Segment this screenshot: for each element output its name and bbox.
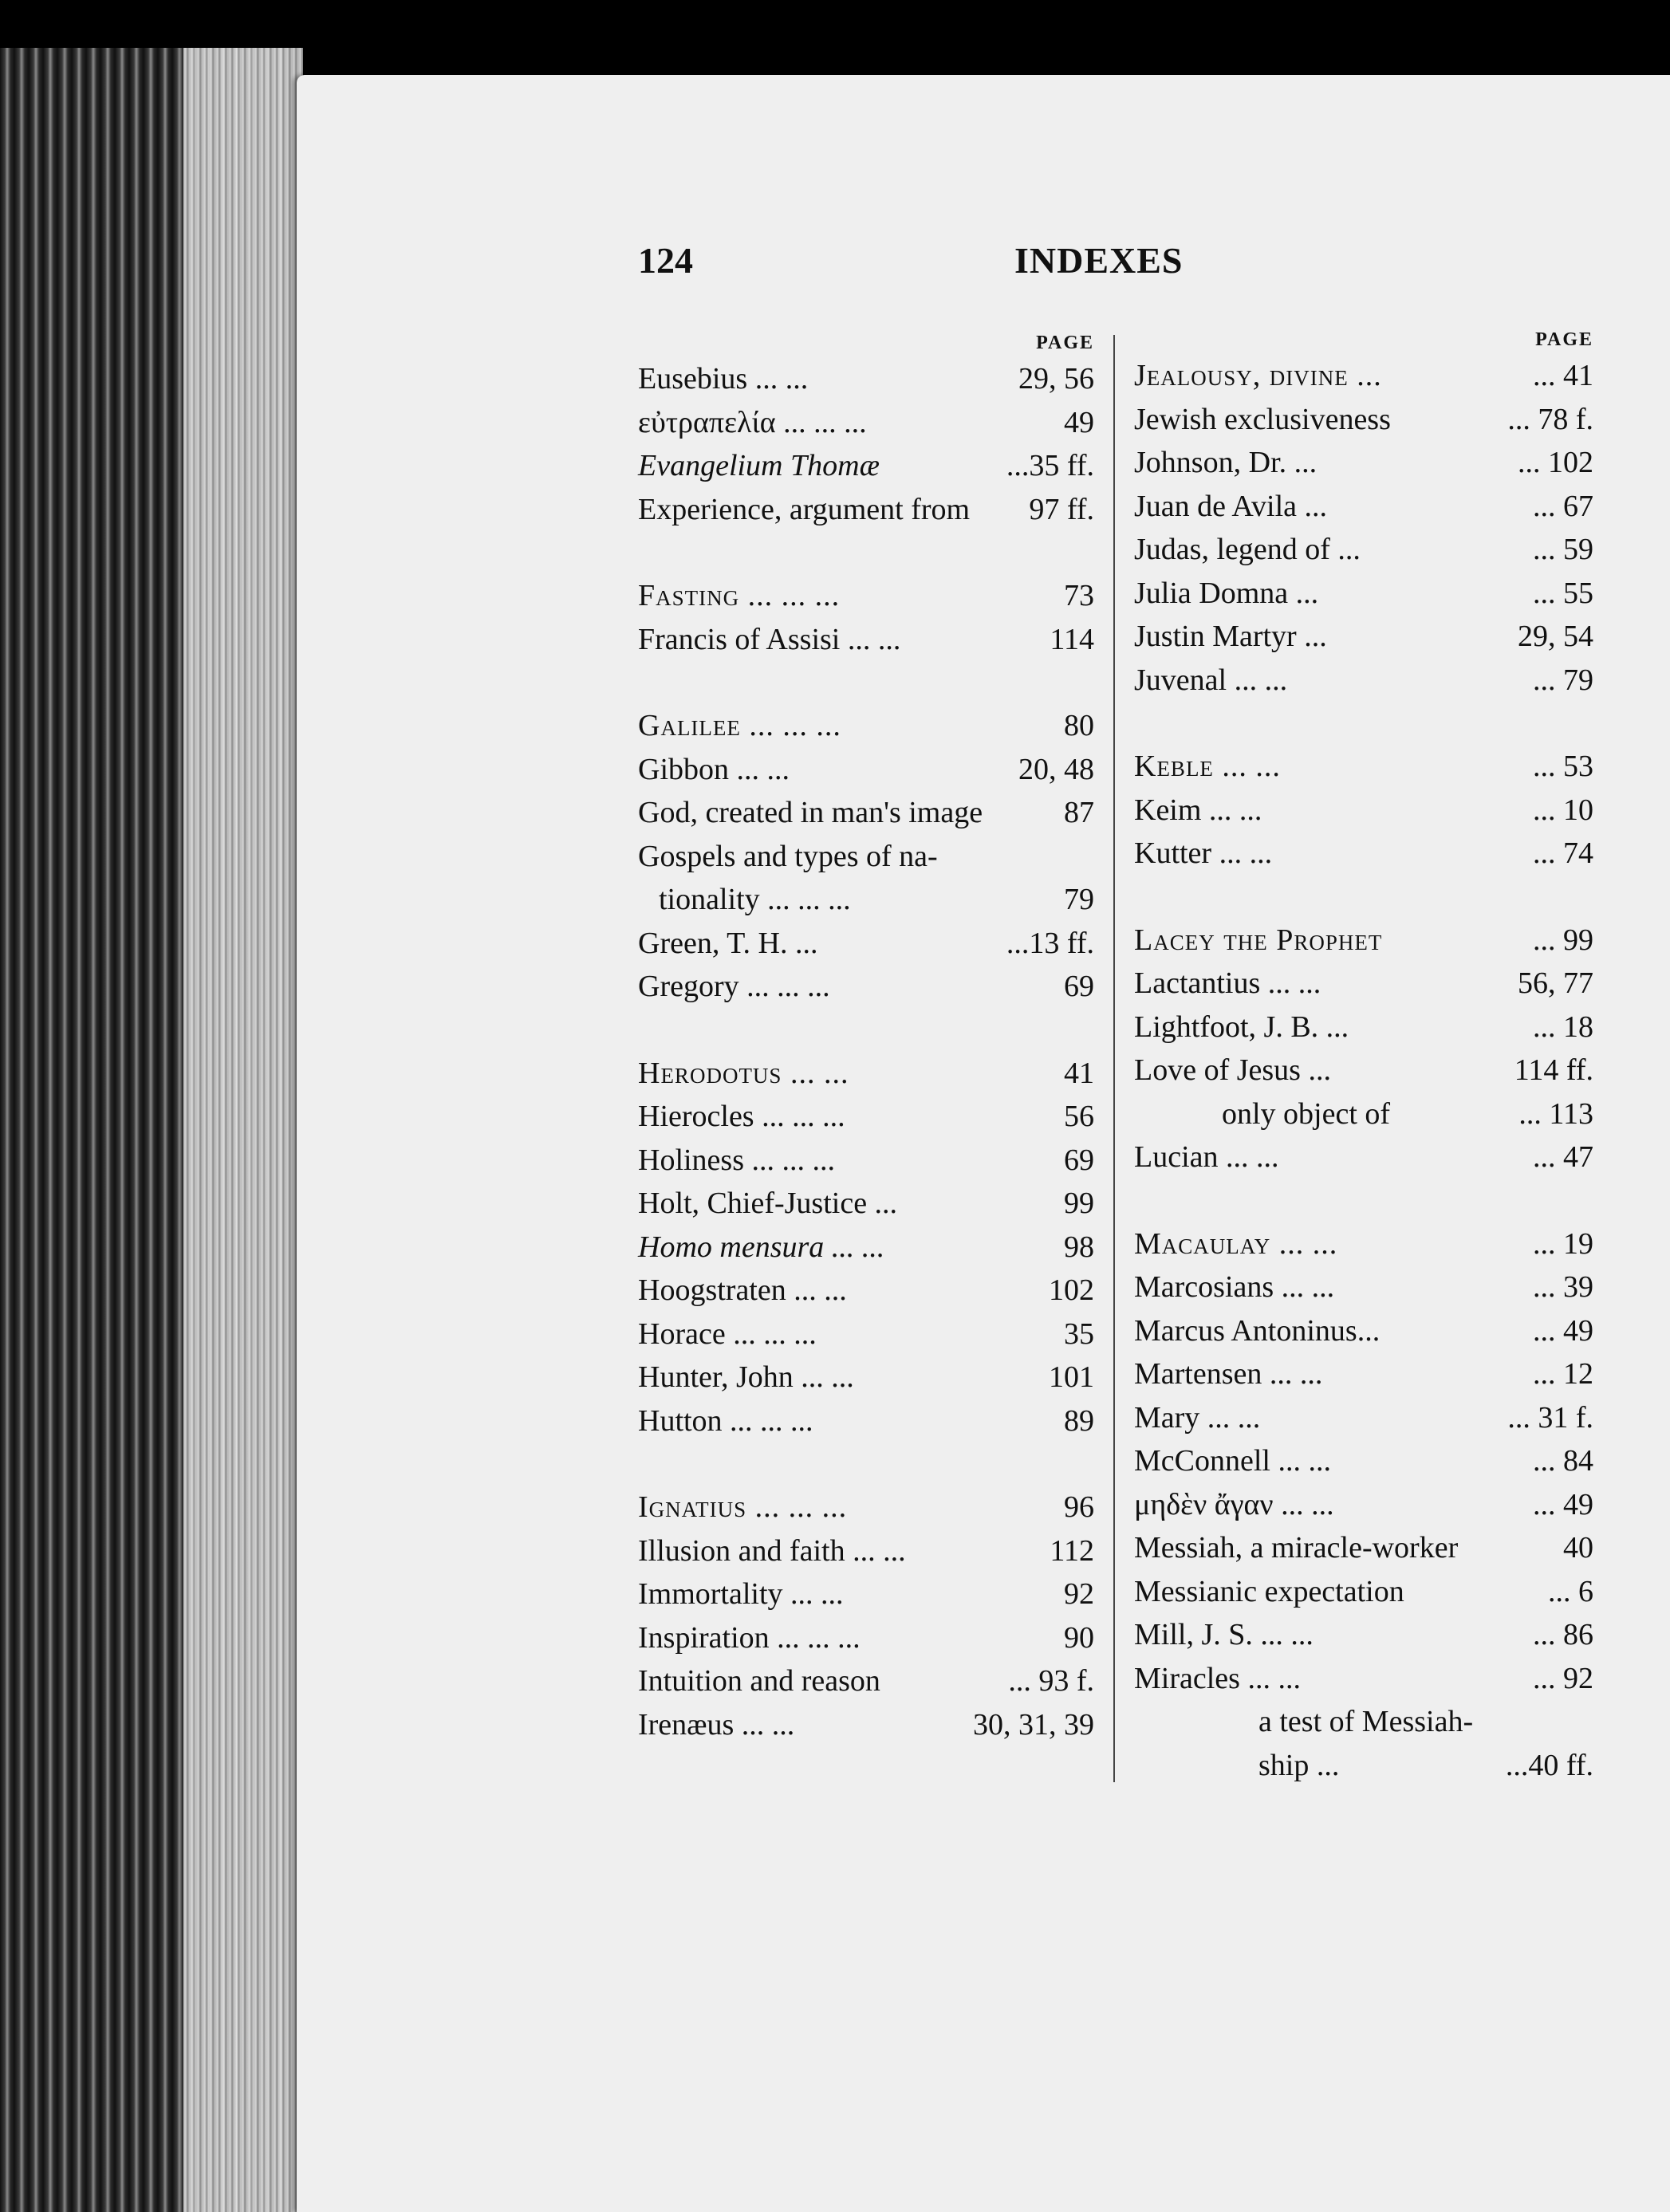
index-term: Messiah, a miracle-worker: [1134, 1531, 1459, 1565]
index-entry: [1134, 1700, 1593, 1744]
index-term: Keble ... ...: [1134, 750, 1281, 783]
index-entry: [638, 1399, 1094, 1443]
index-entry: [638, 1095, 1094, 1139]
index-entry: [1134, 398, 1593, 442]
section-gap: [1134, 702, 1593, 745]
index-entry: [638, 1616, 1094, 1660]
index-entry: [1134, 789, 1593, 832]
index-term: Ignatius ... ... ...: [638, 1490, 848, 1524]
index-term: Messianic expectation: [1134, 1574, 1404, 1608]
index-entry: [1134, 1136, 1593, 1179]
index-term: μηδὲν ἄγαν ... ...: [1134, 1487, 1334, 1521]
index-entry: [638, 704, 1094, 748]
page-column-label: PAGE: [1036, 333, 1094, 353]
index-term: Immortality ... ...: [638, 1577, 844, 1611]
index-entry: [1134, 485, 1593, 529]
index-term: a test of Messiah-: [1258, 1705, 1474, 1738]
section-gap: [1134, 876, 1593, 919]
index-page-ref: ... 49: [1533, 1487, 1593, 1521]
index-entry: [1134, 1396, 1593, 1440]
index-entry: [638, 1269, 1094, 1313]
index-entry: [638, 878, 1094, 922]
index-entry: [638, 1139, 1094, 1183]
index-entry: [638, 1226, 1094, 1269]
index-term: Love of Jesus ...: [1134, 1053, 1331, 1087]
index-page-ref: 69: [1064, 1143, 1094, 1177]
page-number: 124: [638, 240, 693, 281]
index-entry: [638, 835, 1094, 879]
index-term: Evangelium Thomæ: [638, 449, 880, 482]
index-term: Juan de Avila ...: [1134, 489, 1328, 523]
index-entry: [1134, 832, 1593, 876]
index-entry: [638, 922, 1094, 966]
index-page-ref: 56, 77: [1518, 966, 1593, 1000]
index-entry: [638, 1572, 1094, 1616]
index-page-ref: ... 19: [1533, 1226, 1593, 1261]
index-term: Lucian ... ...: [1134, 1140, 1279, 1174]
index-entry: [1134, 1483, 1593, 1527]
index-entry: [1134, 1309, 1593, 1353]
index-term: Lactantius ... ...: [1134, 966, 1321, 1000]
index-page-ref: 30, 31, 39: [973, 1707, 1094, 1742]
index-term: Kutter ... ...: [1134, 836, 1273, 870]
index-term: Judas, legend of ...: [1134, 533, 1361, 566]
index-page-ref: 29, 54: [1518, 620, 1593, 653]
index-page-ref: ... 99: [1533, 923, 1593, 957]
section-gap: [638, 1443, 1094, 1486]
index-entry: [638, 618, 1094, 662]
index-term: tionality ... ... ...: [659, 883, 851, 916]
index-term: ship ...: [1258, 1748, 1340, 1782]
index-page-ref: 90: [1064, 1620, 1094, 1655]
index-entry: [1134, 1744, 1593, 1788]
index-page-ref: 79: [1064, 883, 1094, 916]
index-term: Gospels and types of na-: [638, 839, 938, 873]
index-page-ref: ... 67: [1533, 489, 1593, 523]
index-entry: [1134, 1570, 1593, 1614]
index-term: Johnson, Dr. ...: [1134, 446, 1317, 479]
index-page-ref: 69: [1064, 970, 1094, 1003]
index-page-ref: 101: [1049, 1360, 1094, 1394]
index-term: Julia Domna ...: [1134, 576, 1319, 610]
index-term: Horace ... ... ...: [638, 1317, 817, 1351]
index-entry: [638, 1703, 1094, 1747]
index-entry: [638, 1486, 1094, 1529]
page-edges: [183, 48, 303, 2212]
index-page-ref: 112: [1050, 1533, 1094, 1568]
index-entry: [638, 574, 1094, 618]
index-term: Jealousy, divine ...: [1134, 359, 1382, 392]
index-term: Fasting ... ... ...: [638, 579, 841, 612]
index-term: Gregory ... ... ...: [638, 970, 830, 1003]
index-page-ref: ... 49: [1533, 1313, 1593, 1348]
index-term: Eusebius ... ...: [638, 362, 809, 396]
section-gap: [638, 1009, 1094, 1052]
index-page-ref: 89: [1064, 1403, 1094, 1438]
index-page-ref: 96: [1064, 1490, 1094, 1524]
index-entry: [638, 1052, 1094, 1096]
index-entry: [1134, 572, 1593, 616]
index-term: Experience, argument from: [638, 492, 971, 526]
index-page-ref: ... 84: [1533, 1444, 1593, 1478]
index-page-ref: ... 18: [1533, 1010, 1593, 1044]
index-term: Juvenal ... ...: [1134, 663, 1288, 697]
index-page-ref: 73: [1064, 579, 1094, 612]
index-column-right: [1134, 325, 1593, 1787]
index-term: Keim ... ...: [1134, 793, 1262, 827]
index-term: only object of: [1222, 1096, 1391, 1131]
index-term: Holt, Chief-Justice ...: [638, 1187, 898, 1220]
index-term: Macaulay ... ...: [1134, 1226, 1338, 1261]
index-entry: [638, 1313, 1094, 1356]
index-page-ref: ... 79: [1533, 663, 1593, 697]
index-term: God, created in man's image: [638, 796, 983, 829]
index-entry: [1134, 1613, 1593, 1657]
index-term: Gibbon ... ...: [638, 752, 790, 786]
index-entry: [1134, 919, 1593, 962]
index-column-left: [638, 329, 1094, 1746]
index-term: Illusion and faith ... ...: [638, 1533, 906, 1568]
index-page-ref: ... 31 f.: [1507, 1400, 1593, 1435]
index-page-ref: ...35 ff.: [1006, 449, 1094, 482]
index-page-ref: ... 78 f.: [1507, 402, 1593, 436]
index-page-ref: 20, 48: [1018, 752, 1094, 786]
index-entry: [1134, 1439, 1593, 1483]
index-page-ref: ... 41: [1533, 359, 1593, 392]
index-page-ref: ... 59: [1533, 533, 1593, 566]
index-entry: [638, 444, 1094, 488]
index-entry: [1134, 615, 1593, 659]
index-page-ref: 35: [1064, 1317, 1094, 1351]
index-entry: [638, 1529, 1094, 1573]
index-term: Marcus Antoninus...: [1134, 1313, 1381, 1348]
index-page-ref: ... 113: [1518, 1096, 1593, 1131]
index-page-ref: 92: [1064, 1577, 1094, 1611]
index-term: Miracles ... ...: [1134, 1661, 1301, 1695]
index-page-ref: ...40 ff.: [1505, 1748, 1593, 1782]
column-divider: [1113, 335, 1115, 1782]
index-term: Hunter, John ... ...: [638, 1360, 854, 1394]
index-term: Lightfoot, J. B. ...: [1134, 1010, 1349, 1044]
index-entry: [1134, 1526, 1593, 1570]
running-title: INDEXES: [1014, 240, 1184, 281]
index-term: Jewish exclusiveness: [1134, 402, 1391, 436]
index-page-ref: ... 93 f.: [1008, 1664, 1094, 1698]
index-page-ref: 114: [1050, 622, 1094, 656]
index-page-ref: 98: [1064, 1230, 1094, 1264]
index-page-ref: 87: [1064, 796, 1094, 829]
index-term: Irenæus ... ...: [638, 1707, 795, 1742]
index-term: Herodotus ... ...: [638, 1056, 849, 1090]
index-entry: [1134, 745, 1593, 789]
index-term: Lacey the Prophet: [1134, 923, 1383, 957]
index-page-ref: 99: [1064, 1187, 1094, 1220]
index-page-ref: ... 53: [1533, 750, 1593, 783]
index-entry: [638, 401, 1094, 445]
index-term: εὐτραπελία ... ... ...: [638, 405, 867, 439]
index-entry: [1134, 1222, 1593, 1266]
index-page-ref: 114 ff.: [1514, 1053, 1593, 1087]
index-entry: [638, 357, 1094, 401]
index-term: Inspiration ... ... ...: [638, 1620, 861, 1655]
index-page-ref: ... 55: [1533, 576, 1593, 610]
index-page-ref: ... 92: [1533, 1661, 1593, 1695]
index-page-ref: 56: [1064, 1100, 1094, 1133]
index-page-ref: ... 10: [1533, 793, 1593, 827]
index-term: Francis of Assisi ... ...: [638, 622, 901, 656]
index-entry: [638, 965, 1094, 1009]
index-page-ref: 29, 56: [1018, 362, 1094, 396]
section-gap: [638, 531, 1094, 574]
index-page-ref: 97 ff.: [1029, 492, 1094, 526]
index-entry: [1134, 1352, 1593, 1396]
index-term: Mill, J. S. ... ...: [1134, 1618, 1314, 1651]
index-page-ref: ... 102: [1518, 446, 1593, 479]
index-entry: [638, 748, 1094, 792]
index-entry: [1134, 1049, 1593, 1092]
index-page-ref: 102: [1049, 1273, 1094, 1307]
index-page-ref: ... 47: [1533, 1140, 1593, 1174]
section-gap: [1134, 1179, 1593, 1222]
index-term: Hierocles ... ... ...: [638, 1100, 845, 1133]
index-entry: [1134, 1092, 1593, 1136]
page-column-label: PAGE: [1535, 329, 1593, 350]
index-page-ref: 49: [1064, 405, 1094, 439]
index-term: Hoogstraten ... ...: [638, 1273, 847, 1307]
section-gap: [638, 661, 1094, 704]
page-header: [638, 239, 1212, 287]
index-term: Intuition and reason: [638, 1664, 880, 1698]
index-page-ref: ...13 ff.: [1006, 926, 1094, 960]
index-term: Justin Martyr ...: [1134, 620, 1327, 653]
index-entry: [1134, 962, 1593, 1006]
index-term: Homo mensura ... ...: [638, 1230, 885, 1264]
index-page-ref: ... 39: [1533, 1270, 1593, 1304]
index-entry: [1134, 528, 1593, 572]
index-entry: [1134, 1265, 1593, 1309]
index-entry: [638, 488, 1094, 532]
index-entry: [1134, 659, 1593, 703]
index-term: Marcosians ... ...: [1134, 1270, 1335, 1304]
index-entry: [1134, 441, 1593, 485]
index-page-ref: ... 12: [1533, 1357, 1593, 1391]
index-page-ref: ... 86: [1533, 1618, 1593, 1651]
index-page-ref: ... 6: [1548, 1574, 1593, 1608]
index-entry: [638, 1356, 1094, 1399]
index-page-ref: 80: [1064, 709, 1094, 742]
index-term: Green, T. H. ...: [638, 926, 818, 960]
index-entry: [638, 1659, 1094, 1703]
index-page-ref: 40: [1563, 1531, 1593, 1565]
index-term: McConnell ... ...: [1134, 1444, 1331, 1478]
index-entry: [1134, 1657, 1593, 1701]
index-term: Hutton ... ... ...: [638, 1403, 813, 1438]
index-term: Martensen ... ...: [1134, 1357, 1323, 1391]
index-page-ref: ... 74: [1533, 836, 1593, 870]
index-page-ref: 41: [1064, 1056, 1094, 1090]
index-term: Mary ... ...: [1134, 1400, 1261, 1435]
index-term: Holiness ... ... ...: [638, 1143, 835, 1177]
index-entry: [638, 791, 1094, 835]
index-entry: [1134, 354, 1593, 398]
index-entry: [1134, 1006, 1593, 1049]
index-entry: [638, 1182, 1094, 1226]
index-term: Galilee ... ... ...: [638, 709, 841, 742]
